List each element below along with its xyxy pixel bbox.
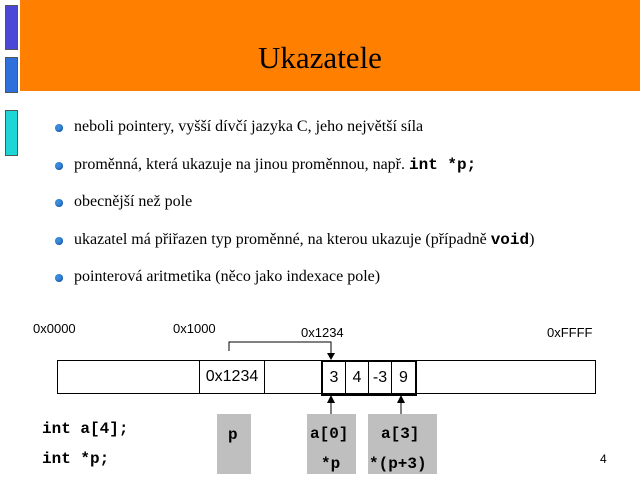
address-label-1000: 0x1000 (173, 321, 216, 336)
bullet-item (55, 156, 534, 194)
label-a0: a[0] (310, 425, 349, 443)
address-label-start: 0x0000 (33, 321, 76, 336)
bullet-item (55, 118, 534, 156)
bullet-item (55, 268, 534, 306)
bullet-dot-icon (55, 274, 63, 282)
address-label-end: 0xFFFF (547, 325, 593, 340)
arrowhead-up-icon (397, 395, 405, 403)
bullet-item (55, 231, 534, 269)
memory-strip (57, 360, 596, 394)
label-deref-p3: *(p+3) (369, 455, 427, 473)
page-number: 4 (600, 452, 607, 466)
bullet-list (55, 118, 534, 306)
bullet-text-after: ) (529, 230, 535, 248)
array-cell-0: 3 (329, 369, 339, 386)
code-line-array: int a[4]; (42, 420, 129, 438)
arrowhead-down-icon (327, 353, 335, 360)
label-box-a0 (307, 414, 356, 474)
bullet-code: int *p; (409, 155, 477, 174)
bullet-dot-icon (55, 124, 63, 132)
bullet-dot-icon (55, 199, 63, 207)
label-box-p (217, 414, 251, 474)
label-deref-p: *p (321, 455, 341, 473)
label-a3: a[3] (381, 425, 420, 443)
array-cell-3: 9 (399, 369, 408, 386)
bullet-text: pointerová aritmetika (něco jako indexace pole) (74, 268, 381, 285)
bullet-dot-icon (55, 237, 63, 245)
code-line-pointer: int *p; (42, 450, 110, 468)
bullet-code: void (490, 230, 530, 249)
bullet-item (55, 193, 534, 231)
arrowhead-up-icon (327, 395, 335, 403)
array-cell-2: -3 (372, 369, 388, 386)
bullet-text: ukazatel má přiřazen typ proměnné, na kterou ukazuje (případně (74, 230, 491, 248)
pointer-cell: 0x1234 (205, 368, 259, 385)
label-p: p (228, 426, 238, 444)
slide-title: Ukazatele (258, 40, 382, 75)
array-cell-1: 4 (352, 369, 362, 386)
bullet-text: proměnná, která ukazuje na jinou proměnnou, např. (74, 155, 409, 173)
deco-bar-cyan (5, 110, 18, 156)
bullet-text: obecnější než pole (74, 193, 193, 210)
array-block (321, 360, 417, 396)
bullet-text: neboli pointery, vyšší dívčí jazyka C, jeho největší síla (74, 118, 424, 135)
label-box-a3 (368, 414, 437, 474)
pointer-connector-line (229, 342, 331, 358)
address-label-1234: 0x1234 (301, 325, 344, 340)
memory-cell-divider (264, 361, 265, 393)
bullet-dot-icon (55, 162, 63, 170)
